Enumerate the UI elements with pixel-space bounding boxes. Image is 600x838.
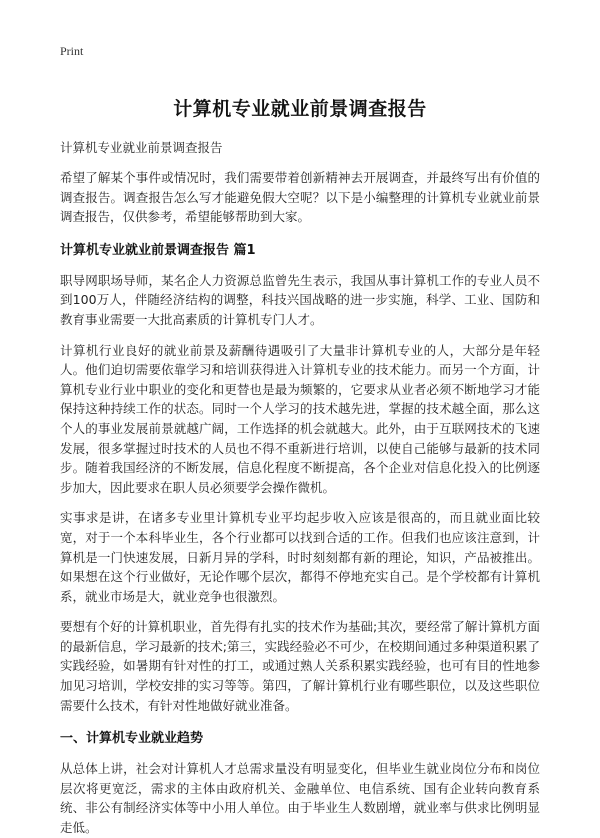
body-paragraph-3: 实事求是讲，在诸多专业里计算机专业平均起步收入应该是很高的，而且就业面比较宽，对于一个本科毕业生，各个行业都可以找到合适的工作。但我们也应该注意到，计算机是一门快速发展，日新月异的学科，时时刻刻都有新的理论，知识，产品被推出。如果想在这个行业做好，无论作哪个层次，都得不停地充实自己。是个学校都有计算机系，就业市场是大，就业竞争也很激烈。 <box>60 510 540 604</box>
section-heading-2: 一、计算机专业就业趋势 <box>60 731 204 747</box>
body-paragraph-4: 要想有个好的计算机职业，首先得有扎实的技术作为基础;其次，要经常了解计算机方面的最新信息，学习最新的技术;第三，实践经验必不可少，在校期间通过多种渠道积累了实践经验，如暑期有针对性的打工，或通过熟人关系积累实践经验，也可有目的性地参加见习培训，学校安排的实习等等。第四，了解计算机行业有哪些职位，以及这些职位需要什么技术，有针对性地做好就业准备。 <box>60 619 540 713</box>
body-paragraph-2: 计算机行业良好的就业前景及薪酬待遇吸引了大量非计算机专业的人，大部分是年轻人。他们迫切需要依靠学习和培训获得进入计算机专业的技术能力。而另一个方面，计算机专业行业中职业的变化和更替也是最为频繁的，它要求从业者必须不断地学习才能保持这种持续工作的状态。同时一个人学习的技术越先进，掌握的技术越全面，那么这个人的事业发展前景就越广阔，工作选择的机会就越大。此外，由于互联网技术的飞速发展，很多掌握过时技术的人员也不得不重新进行培训，以使自己能够与最新的技术同步。随着我国经济的不断发展，信息化程度不断提高，各个企业对信息化投入的比例逐步加大，因此要求在职人员必须要学会操作微机。 <box>60 342 540 495</box>
document-title: 计算机专业就业前景调查报告 <box>173 98 427 120</box>
body-paragraph-5: 从总体上讲，社会对计算机人才总需求量没有明显变化，但毕业生就业岗位分布和岗位层次将更宽泛，需求的主体由政府机关、金融单位、电信系统、国有企业转向教育系统、非公有制经济实体等中小用人单位。由于毕业生人数剧增，就业率与供求比例明显走低。 <box>60 761 540 836</box>
body-paragraph-1: 职导网职场导师，某名企人力资源总监曾先生表示，我国从事计算机工作的专业人员不到100万人，伴随经济结构的调整，科技兴国战略的进一步实施，科学、工业、国防和教育事业需要一大批高素质的计算机专门人才。 <box>60 272 540 327</box>
print-label[interactable]: Print <box>60 44 84 58</box>
section-heading-1: 计算机专业就业前景调查报告 篇1 <box>60 242 256 258</box>
intro-paragraph: 希望了解某个事件或情况时，我们需要带着创新精神去开展调查，并最终写出有价值的调查报告。调查报告怎么写才能避免假大空呢？以下是小编整理的计算机专业就业前景调查报告，仅供参考，希望能够帮助到大家。 <box>60 170 540 225</box>
document-subtitle: 计算机专业就业前景调查报告 <box>60 140 223 155</box>
